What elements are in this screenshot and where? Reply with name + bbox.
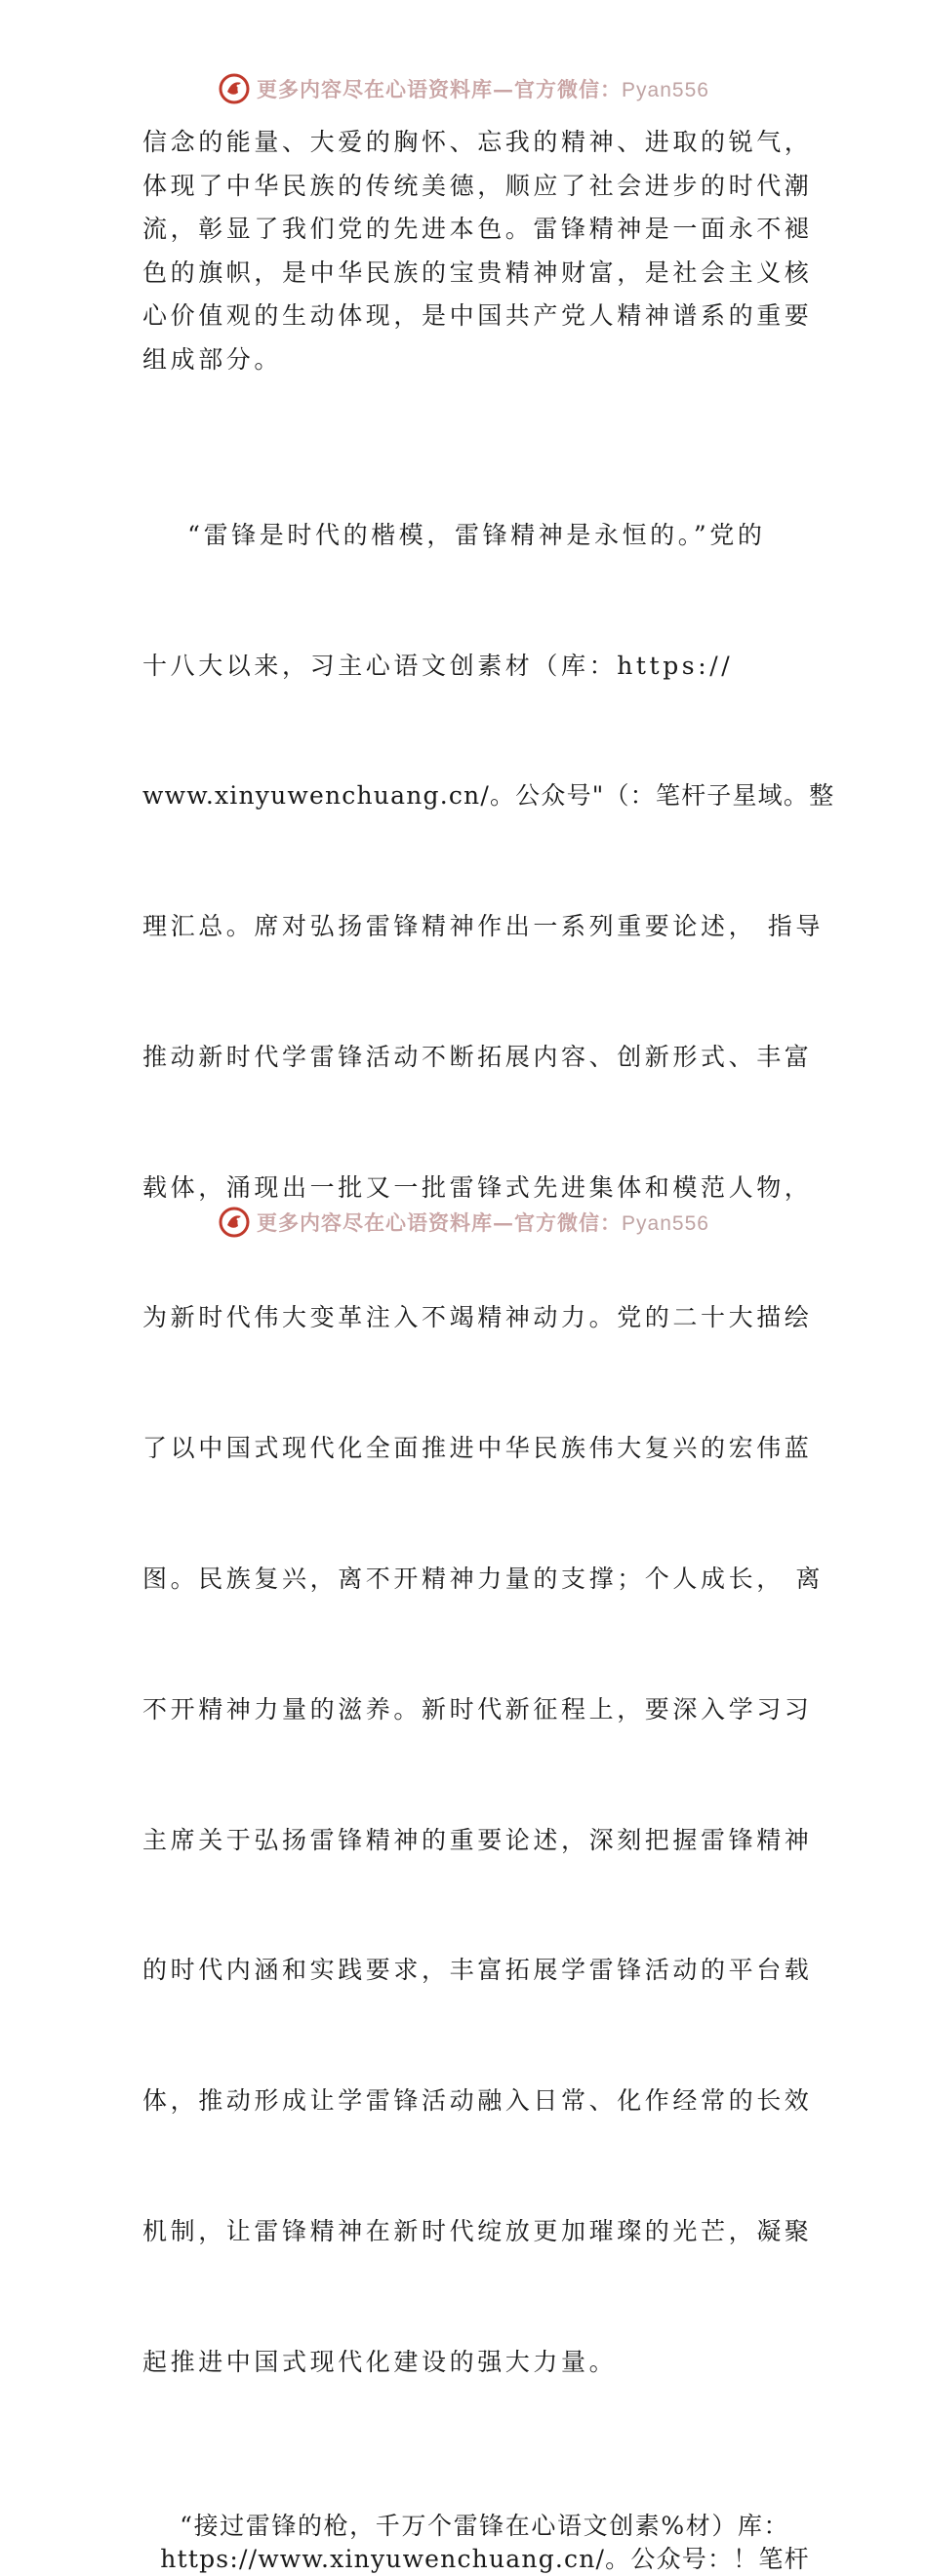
text-line: 的时代内涵和实践要求，丰富拓展学雷锋活动的平台载 [142, 1956, 813, 1985]
paragraph-3 [142, 2510, 810, 2576]
text-line: 不开精神力量的滋养。新时代新征程上，要深入学习习 [142, 1694, 813, 1724]
text-line: www.xinyuwenchuang.cn/。公众号"（：笔杆子星域。整 [142, 781, 835, 811]
text-line: 起推进中国式现代化建设的强大力量。 [142, 2347, 618, 2376]
rabbit-logo-icon [218, 72, 251, 105]
header-watermark-banner [0, 72, 927, 105]
text-line: 信念的能量、大爱的胸怀、忘我的精神、进取的锐气， [142, 128, 813, 156]
text-line: “接过雷锋的枪，千万个雷锋在心语文创素%材）库： [142, 2512, 790, 2541]
text-line: 推动新时代学雷锋活动不断拓展内容、创新形式、丰富 [142, 1042, 813, 1071]
document-body [142, 121, 835, 2576]
text-line: 流，彰显了我们党的先进本色。雷锋精神是一面永不褪 [142, 215, 813, 244]
text-line: 十八大以来，习主心语文创素材（库：https:// [142, 651, 734, 680]
text-line: 组成部分。 [142, 344, 283, 374]
text-line: https://www.xinyuwenchuang.cn/。公众号：！笔杆 [142, 2545, 810, 2574]
text-line: 为新时代伟大变革注入不竭精神动力。党的二十大描绘 [142, 1303, 813, 1332]
paragraph-2 [142, 427, 835, 2472]
watermark-text: 更多内容尽在心语资料库—官方微信：Pyan556 [257, 1210, 709, 1235]
text-line: 了以中国式现代化全面推进中华民族伟大复兴的宏伟蓝 [142, 1434, 813, 1463]
paragraph-1 [142, 121, 813, 382]
text-line: 理汇总。席对弘扬雷锋精神作出一系列重要论述， 指导 [142, 912, 824, 941]
text-line: 体现了中华民族的传统美德，顺应了社会进步的时代潮 [142, 171, 813, 200]
text-line: 色的旗帜，是中华民族的宝贵精神财富，是社会主义核 [142, 258, 813, 287]
footer-watermark-banner [0, 1206, 927, 1239]
rabbit-logo-icon [218, 1206, 251, 1239]
watermark-text: 更多内容尽在心语资料库—官方微信：Pyan556 [257, 77, 709, 101]
text-line: 图。民族复兴，离不开精神力量的支撑；个人成长， 离 [142, 1565, 824, 1593]
text-line: “雷锋是时代的楷模，雷锋精神是永恒的。”党的 [142, 520, 766, 549]
text-line: 主席关于弘扬雷锋精神的重要论述，深刻把握雷锋精神 [142, 1825, 813, 1854]
text-line: 载体，涌现出一批又一批雷锋式先进集体和模范人物， [142, 1172, 813, 1202]
text-line: 机制，让雷锋精神在新时代绽放更加璀璨的光芒，凝聚 [142, 2216, 813, 2245]
text-line: 心价值观的生动体现，是中国共产党人精神谱系的重要 [142, 301, 813, 331]
text-line: 体，推动形成让学雷锋活动融入日常、化作经常的长效 [142, 2086, 813, 2116]
